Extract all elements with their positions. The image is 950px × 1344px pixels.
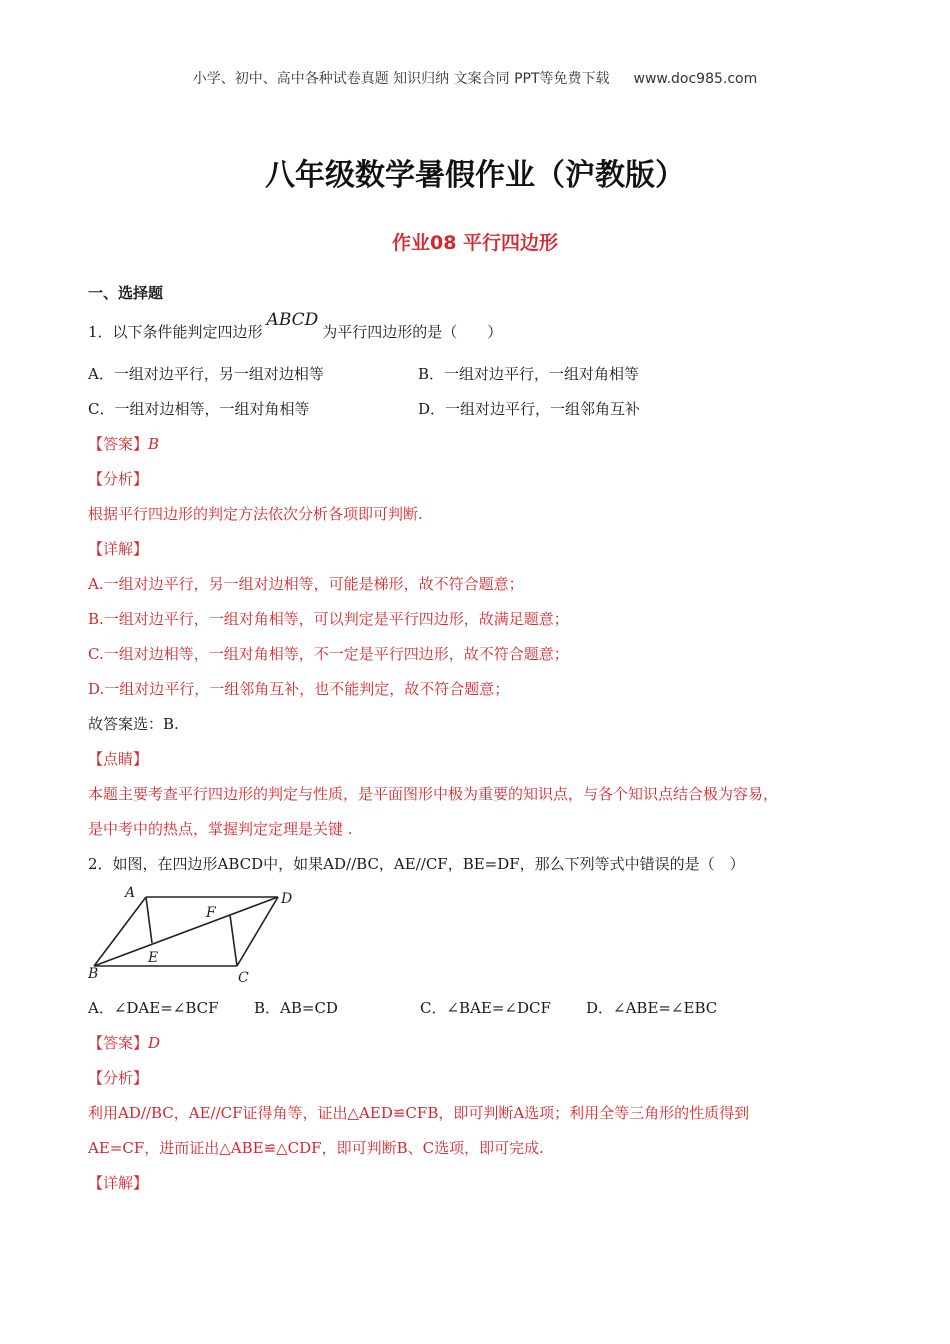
- page-header: [0, 68, 950, 88]
- question-1-stem: [88, 310, 863, 342]
- q2-analysis-label: 【分析】: [88, 1069, 149, 1087]
- q1-option-c: C．一组对边相等，一组对角相等: [88, 400, 310, 418]
- q1-tip-label: 【点睛】: [88, 750, 149, 768]
- page-subtitle: 作业08 平行四边形: [391, 232, 559, 254]
- q1-prefix: 1．以下条件能判定四边形: [88, 323, 263, 341]
- q1-answer-label: 【答案】: [88, 435, 149, 453]
- label-e: E: [148, 950, 159, 966]
- header-site[interactable]: www.doc985.com: [633, 71, 758, 87]
- label-c: C: [238, 970, 249, 982]
- q1-answer: [88, 434, 863, 454]
- q1-suffix: 为平行四边形的是（ ）: [322, 323, 503, 341]
- q2-option-d: D．∠ABE=∠EBC: [586, 999, 718, 1017]
- q2-detail-label: 【详解】: [88, 1174, 149, 1192]
- question-2-stem: 2．如图，在四边形ABCD中，如果AD//BC，AE//CF，BE=DF，那么下列等式中错误的是（ ）: [88, 855, 745, 873]
- header-text: 小学、初中、高中各种试卷真题 知识归纳 文案合同 PPT等免费下载: [192, 71, 610, 87]
- segment-bd: [94, 897, 278, 966]
- q2-option-a: A．∠DAE=∠BCF: [88, 999, 219, 1017]
- q1-detail-c: C.一组对边相等，一组对角相等，不一定是平行四边形，故不符合题意；: [88, 645, 569, 663]
- q2-options: [88, 998, 863, 1018]
- q2-analysis-line-2: AE=CF，进而证出△ABE≌△CDF，即可判断B、C选项，即可完成.: [88, 1139, 544, 1157]
- q1-detail-b: B.一组对边平行，一组对角相等，可以判定是平行四边形，故满足题意；: [88, 610, 569, 628]
- q2-answer: [88, 1033, 863, 1053]
- q1-conclusion: 故答案选：B.: [88, 715, 179, 733]
- q1-detail-a: A.一组对边平行，另一组对边相等，可能是梯形，故不符合题意；: [88, 575, 524, 593]
- q1-option-a: A．一组对边平行，另一组对边相等: [88, 365, 324, 383]
- q2-answer-label: 【答案】: [88, 1034, 149, 1052]
- q1-detail-d: D.一组对边平行，一组邻角互补，也不能判定，故不符合题意；: [88, 680, 510, 698]
- segment-ae: [146, 897, 152, 943]
- q2-option-c: C．∠BAE=∠DCF: [420, 999, 551, 1017]
- label-d: D: [281, 891, 293, 907]
- label-a: A: [125, 885, 136, 901]
- q1-detail-label: 【详解】: [88, 540, 149, 558]
- section-heading: 一、选择题: [88, 284, 164, 302]
- segment-fc: [230, 915, 237, 966]
- q2-option-b: B．AB=CD: [254, 999, 338, 1017]
- q1-option-b: B．一组对边平行，一组对角相等: [418, 365, 640, 383]
- q1-analysis-label: 【分析】: [88, 470, 149, 488]
- q1-answer-value: B: [148, 435, 160, 453]
- q1-shape: ABCD: [266, 310, 319, 330]
- q2-answer-value: D: [148, 1034, 161, 1052]
- label-f: F: [206, 905, 216, 921]
- q1-options-row-2: [88, 399, 863, 419]
- segment-dc: [237, 897, 278, 966]
- document-body: [88, 282, 863, 1193]
- q2-figure: [88, 884, 863, 982]
- parallelogram-diagram: [88, 884, 298, 982]
- q1-tip-line-2: 是中考中的热点，掌握判定定理是关键 .: [88, 820, 353, 838]
- q1-option-d: D．一组对边平行，一组邻角互补: [418, 400, 641, 418]
- q1-analysis: 根据平行四边形的判定方法依次分析各项即可判断.: [88, 505, 423, 523]
- q1-tip-line-1: 本题主要考查平行四边形的判定与性质，是平面图形中极为重要的知识点，与各个知识点结合极为容易，: [88, 785, 779, 803]
- q1-options-row-1: [88, 364, 863, 384]
- q2-analysis-line-1: 利用AD//BC，AE//CF证得角等，证出△AED≌CFB，即可判断A选项；利用全等三角形的性质得到: [88, 1104, 750, 1122]
- page-title: 八年级数学暑假作业（沪教版）: [265, 158, 685, 193]
- label-b: B: [88, 966, 99, 982]
